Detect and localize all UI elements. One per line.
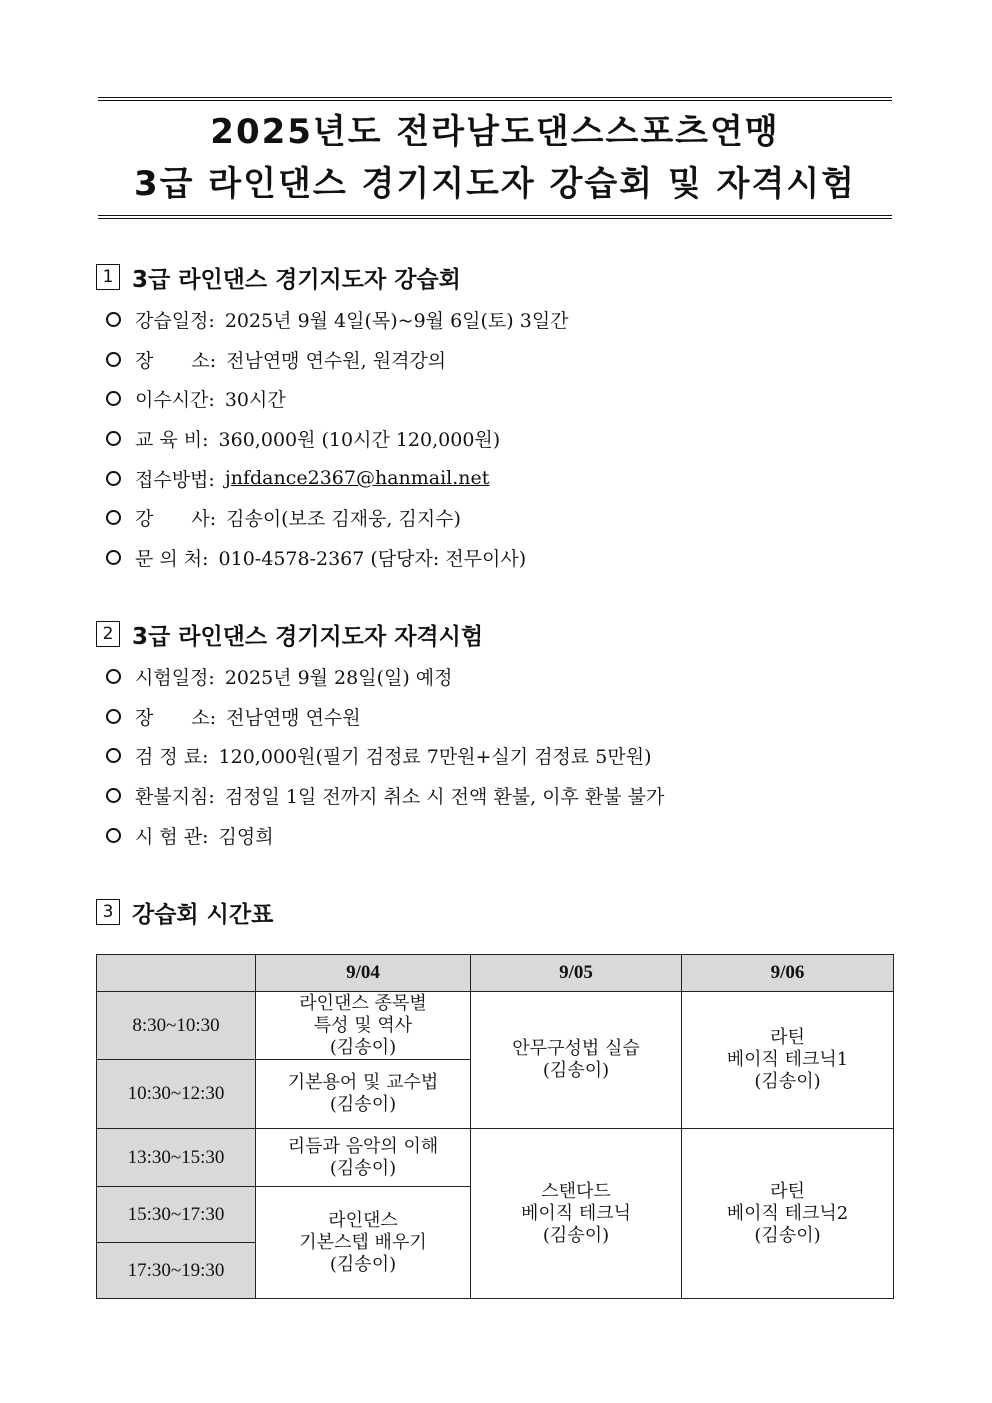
- session-cell: [682, 1129, 894, 1299]
- session-line: 특성 및 역사: [313, 1014, 413, 1036]
- item-value: 120,000원(필기 검정료 7만원+실기 검정료 5만원): [218, 746, 652, 769]
- section-timetable: [96, 895, 896, 935]
- item-label: 환불지침:: [135, 786, 215, 809]
- document-title: [98, 97, 892, 219]
- session-cell: [256, 992, 471, 1060]
- session-cell: [471, 1129, 682, 1299]
- time-slot: 8:30~10:30: [97, 992, 256, 1060]
- item-value: 전남연맹 연수원, 원격강의: [226, 349, 447, 372]
- section-training: [96, 260, 896, 577]
- list-item: [96, 340, 896, 380]
- item-label: 장 소:: [135, 349, 217, 372]
- list-item: [96, 815, 896, 855]
- item-value: 010-4578-2367 (담당자: 전무이사): [218, 547, 527, 570]
- circle-bullet-icon: [106, 709, 121, 724]
- item-label: 장 소:: [135, 706, 217, 729]
- session-cell: [471, 992, 682, 1129]
- section-heading: [96, 260, 896, 294]
- circle-bullet-icon: [106, 550, 121, 565]
- session-line: (김송이): [542, 1060, 610, 1081]
- email-link[interactable]: jnfdance2367@hanmail.net: [224, 467, 490, 490]
- session-line: 라인댄스 종목별: [299, 992, 427, 1014]
- session-line: 안무구성법 실습: [512, 1038, 640, 1059]
- title-line-1: 2025년도 전라남도댄스스포츠연맹: [210, 112, 780, 152]
- item-label: 강 사:: [135, 508, 217, 531]
- item-value: 2025년 9월 4일(목)~9월 6일(토) 3일간: [224, 310, 569, 333]
- list-item: [96, 419, 896, 459]
- list-item: [96, 657, 896, 697]
- section-number: 3: [96, 899, 120, 925]
- session-line: 기본용어 및 교수법: [287, 1072, 439, 1093]
- session-cell: [256, 1129, 471, 1187]
- item-label: 강습일정:: [135, 310, 215, 333]
- session-line: (김송이): [542, 1224, 610, 1246]
- section-title: 3급 라인댄스 경기지도자 강습회: [132, 266, 461, 293]
- list-item: [96, 458, 896, 498]
- time-slot: 10:30~12:30: [97, 1060, 256, 1129]
- item-label: 시험일정:: [135, 667, 215, 690]
- item-value: 김송이(보조 김재웅, 김지수): [226, 508, 461, 531]
- table-row: [97, 1129, 894, 1187]
- item-label: 교 육 비:: [135, 429, 209, 452]
- list-item: [96, 697, 896, 737]
- circle-bullet-icon: [106, 748, 121, 763]
- session-cell: [682, 992, 894, 1129]
- circle-bullet-icon: [106, 510, 121, 525]
- list-item: [96, 776, 896, 816]
- session-line: 리듬과 음악의 이해: [287, 1135, 439, 1157]
- item-label: 문 의 처:: [135, 547, 209, 570]
- item-label: 접수방법:: [135, 468, 215, 491]
- session-line: 기본스텝 배우기: [299, 1231, 427, 1253]
- item-value: 30시간: [224, 389, 286, 412]
- table-row: [97, 992, 894, 1060]
- section-number: 1: [96, 264, 120, 290]
- header-day: 9/06: [682, 955, 894, 992]
- circle-bullet-icon: [106, 471, 121, 486]
- section-title: 3급 라인댄스 경기지도자 자격시험: [132, 623, 484, 650]
- circle-bullet-icon: [106, 669, 121, 684]
- section-heading: [96, 617, 896, 651]
- circle-bullet-icon: [106, 828, 121, 843]
- circle-bullet-icon: [106, 352, 121, 367]
- section-heading: [96, 895, 896, 929]
- item-label: 검 정 료:: [135, 746, 209, 769]
- item-value: 2025년 9월 28일(일) 예정: [224, 667, 453, 690]
- header-day: 9/04: [256, 955, 471, 992]
- item-label: 이수시간:: [135, 389, 215, 412]
- table-header-row: [97, 955, 894, 992]
- session-line: 라틴: [770, 1180, 805, 1202]
- section-title: 강습회 시간표: [132, 901, 274, 928]
- list-item: [96, 538, 896, 578]
- circle-bullet-icon: [106, 431, 121, 446]
- session-line: (김송이): [329, 1036, 397, 1058]
- session-line: (김송이): [754, 1071, 821, 1092]
- session-line: 베이직 테크닉: [520, 1202, 632, 1224]
- title-line-2: 3급 라인댄스 경기지도자 강습회 및 자격시험: [133, 164, 857, 204]
- list-item: [96, 736, 896, 776]
- session-cell: [256, 1060, 471, 1129]
- session-line: 라인댄스: [328, 1209, 398, 1231]
- session-line: (김송이): [329, 1094, 397, 1115]
- section-exam: [96, 617, 896, 855]
- item-value: 전남연맹 연수원: [226, 706, 361, 729]
- item-label: 시 험 관:: [135, 825, 209, 848]
- circle-bullet-icon: [106, 391, 121, 406]
- header-blank: [97, 955, 256, 992]
- item-value: 360,000원 (10시간 120,000원): [218, 429, 501, 452]
- session-cell: [256, 1187, 471, 1299]
- time-slot: 15:30~17:30: [97, 1187, 256, 1243]
- item-value: 검정일 1일 전까지 취소 시 전액 환불, 이후 환불 불가: [224, 786, 665, 809]
- circle-bullet-icon: [106, 312, 121, 327]
- session-line: 베이직 테크닉2: [726, 1202, 849, 1224]
- time-slot: 17:30~19:30: [97, 1243, 256, 1299]
- timetable: [96, 954, 894, 1299]
- session-line: (김송이): [329, 1157, 397, 1179]
- session-line: 스탠다드: [541, 1180, 611, 1202]
- circle-bullet-icon: [106, 788, 121, 803]
- session-line: (김송이): [754, 1224, 821, 1246]
- list-item: [96, 498, 896, 538]
- session-line: 베이직 테크닉1: [726, 1049, 849, 1070]
- list-item: [96, 300, 896, 340]
- list-item: [96, 379, 896, 419]
- time-slot: 13:30~15:30: [97, 1129, 256, 1187]
- session-line: (김송이): [329, 1253, 397, 1275]
- session-line: 라틴: [770, 1027, 805, 1048]
- section-number: 2: [96, 621, 120, 647]
- header-day: 9/05: [471, 955, 682, 992]
- item-value: 김영희: [218, 825, 274, 848]
